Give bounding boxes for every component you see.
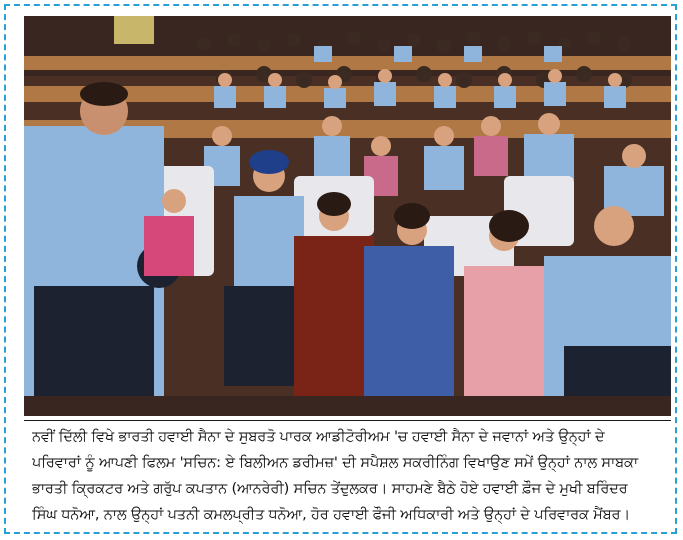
caption-line: ਭਾਰਤੀ ਕ੍ਰਿਕਟਰ ਅਤੇ ਗਰੁੱਪ ਕਪਤਾਨ (ਆਨਰੇਰੀ) ਸਚਿਨ ਤੇਂਦੁਲਕਰ। ਸਾਹਮਣੇ ਬੈਠੇ ਹੋਏ ਹਵਾਈ ਫ਼ੌਜ ਦੇ ਮੁਖੀ ਬਰਿੰਦਰ (32, 480, 628, 497)
caption-line: ਪਰਿਵਾਰਾਂ ਨੂੰ ਆਪਣੀ ਫਿਲਮ 'ਸਚਿਨ: ਏ ਬਿਲੀਅਨ ਡਰੀਮਜ਼' ਦੀ ਸਪੈਸ਼ਲ ਸਕਰੀਨਿੰਗ ਵਿਖਾਉਣ ਸਮੇਂ ਉਨ੍ਹਾਂ ਨਾਲ ਸਾਬਕਾ (32, 454, 638, 471)
news-clipping-frame (4, 4, 677, 534)
auditorium-photo (24, 16, 671, 416)
photo-caption (24, 420, 671, 532)
caption-line: ਸਿੰਘ ਧਨੋਆ, ਨਾਲ ਉਨ੍ਹਾਂ ਪਤਨੀ ਕਮਲਪ੍ਰੀਤ ਧਨੋਆ, ਹੋਰ ਹਵਾਈ ਫੌਜੀ ਅਧਿਕਾਰੀ ਅਤੇ ਉਨ੍ਹਾਂ ਦੇ ਪਰਿਵਾਰਕ ਮੈਂਬਰ। (32, 506, 630, 523)
caption-line: ਨਵੀਂ ਦਿੱਲੀ ਵਿਖੇ ਭਾਰਤੀ ਹਵਾਈ ਸੈਨਾ ਦੇ ਸੁਬਰਤੋ ਪਾਰਕ ਆਡੀਟੋਰੀਅਮ 'ਚ ਹਵਾਈ ਸੈਨਾ ਦੇ ਜਵਾਨਾਂ ਅਤੇ ਉਨ੍ਹਾਂ ਦੇ (32, 428, 605, 445)
